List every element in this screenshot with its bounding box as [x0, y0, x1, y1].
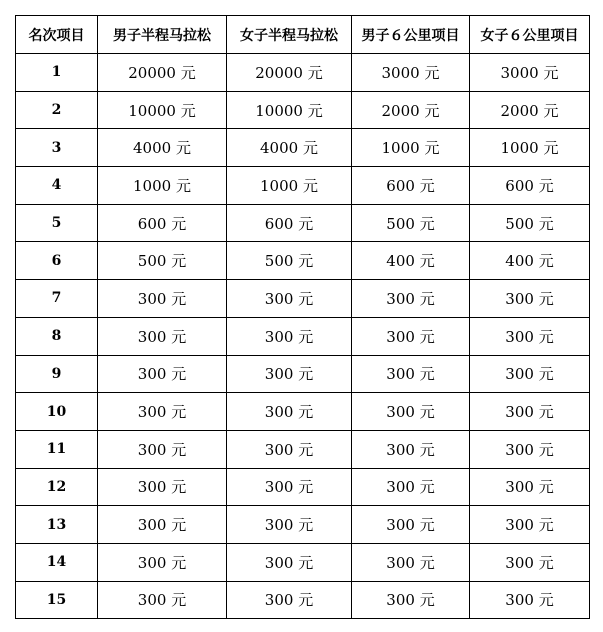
rank-cell: 4 [16, 167, 98, 205]
men-half-marathon-prize: 1000 元 [98, 167, 227, 205]
women-half-marathon-prize: 4000 元 [227, 129, 352, 167]
women-half-marathon-prize: 1000 元 [227, 167, 352, 205]
table-row [16, 581, 590, 619]
women-half-marathon-prize: 300 元 [227, 430, 352, 468]
table-row [16, 355, 590, 393]
header-women-6km: 女子６公里项目 [470, 16, 590, 54]
women-6km-prize: 300 元 [470, 468, 590, 506]
men-half-marathon-prize: 300 元 [98, 543, 227, 581]
header-women-half-marathon: 女子半程马拉松 [227, 16, 352, 54]
women-half-marathon-prize: 20000 元 [227, 54, 352, 92]
table-row [16, 129, 590, 167]
men-half-marathon-prize: 300 元 [98, 317, 227, 355]
women-half-marathon-prize: 500 元 [227, 242, 352, 280]
women-half-marathon-prize: 300 元 [227, 317, 352, 355]
rank-cell: 10 [16, 393, 98, 431]
header-men-6km: 男子６公里项目 [352, 16, 470, 54]
women-6km-prize: 300 元 [470, 355, 590, 393]
women-6km-prize: 300 元 [470, 280, 590, 318]
men-6km-prize: 300 元 [352, 317, 470, 355]
rank-cell: 9 [16, 355, 98, 393]
women-6km-prize: 300 元 [470, 317, 590, 355]
rank-cell: 2 [16, 91, 98, 129]
men-half-marathon-prize: 300 元 [98, 280, 227, 318]
women-half-marathon-prize: 300 元 [227, 506, 352, 544]
women-6km-prize: 1000 元 [470, 129, 590, 167]
rank-cell: 11 [16, 430, 98, 468]
table-row [16, 317, 590, 355]
men-half-marathon-prize: 600 元 [98, 204, 227, 242]
men-6km-prize: 1000 元 [352, 129, 470, 167]
men-6km-prize: 300 元 [352, 280, 470, 318]
women-6km-prize: 400 元 [470, 242, 590, 280]
table-row [16, 506, 590, 544]
women-6km-prize: 300 元 [470, 430, 590, 468]
women-half-marathon-prize: 300 元 [227, 468, 352, 506]
rank-cell: 7 [16, 280, 98, 318]
men-6km-prize: 600 元 [352, 167, 470, 205]
header-row [16, 16, 590, 54]
women-6km-prize: 300 元 [470, 581, 590, 619]
men-half-marathon-prize: 300 元 [98, 506, 227, 544]
rank-cell: 5 [16, 204, 98, 242]
header-rank: 名次项目 [16, 16, 98, 54]
table-row [16, 393, 590, 431]
table-row [16, 430, 590, 468]
women-half-marathon-prize: 300 元 [227, 393, 352, 431]
women-6km-prize: 600 元 [470, 167, 590, 205]
rank-cell: 13 [16, 506, 98, 544]
table-row [16, 468, 590, 506]
men-half-marathon-prize: 20000 元 [98, 54, 227, 92]
women-6km-prize: 300 元 [470, 506, 590, 544]
women-half-marathon-prize: 300 元 [227, 280, 352, 318]
rank-cell: 15 [16, 581, 98, 619]
men-6km-prize: 500 元 [352, 204, 470, 242]
men-half-marathon-prize: 300 元 [98, 468, 227, 506]
men-half-marathon-prize: 4000 元 [98, 129, 227, 167]
table-row [16, 54, 590, 92]
table-body [16, 54, 590, 619]
men-half-marathon-prize: 300 元 [98, 393, 227, 431]
table-row [16, 204, 590, 242]
men-6km-prize: 300 元 [352, 506, 470, 544]
women-6km-prize: 500 元 [470, 204, 590, 242]
women-6km-prize: 300 元 [470, 543, 590, 581]
rank-cell: 12 [16, 468, 98, 506]
table-row [16, 280, 590, 318]
men-half-marathon-prize: 300 元 [98, 430, 227, 468]
table-row [16, 242, 590, 280]
rank-cell: 3 [16, 129, 98, 167]
rank-cell: 14 [16, 543, 98, 581]
men-6km-prize: 300 元 [352, 355, 470, 393]
women-6km-prize: 3000 元 [470, 54, 590, 92]
header-men-half-marathon: 男子半程马拉松 [98, 16, 227, 54]
men-6km-prize: 300 元 [352, 468, 470, 506]
table-row [16, 167, 590, 205]
women-half-marathon-prize: 300 元 [227, 543, 352, 581]
men-6km-prize: 3000 元 [352, 54, 470, 92]
rank-cell: 6 [16, 242, 98, 280]
rank-cell: 1 [16, 54, 98, 92]
women-half-marathon-prize: 300 元 [227, 581, 352, 619]
men-6km-prize: 300 元 [352, 393, 470, 431]
prize-table [15, 15, 590, 619]
men-6km-prize: 2000 元 [352, 91, 470, 129]
men-half-marathon-prize: 500 元 [98, 242, 227, 280]
table-row [16, 91, 590, 129]
men-6km-prize: 300 元 [352, 543, 470, 581]
men-6km-prize: 400 元 [352, 242, 470, 280]
men-half-marathon-prize: 300 元 [98, 581, 227, 619]
women-6km-prize: 2000 元 [470, 91, 590, 129]
men-half-marathon-prize: 10000 元 [98, 91, 227, 129]
women-half-marathon-prize: 300 元 [227, 355, 352, 393]
women-half-marathon-prize: 10000 元 [227, 91, 352, 129]
men-6km-prize: 300 元 [352, 430, 470, 468]
table-row [16, 543, 590, 581]
women-6km-prize: 300 元 [470, 393, 590, 431]
men-half-marathon-prize: 300 元 [98, 355, 227, 393]
rank-cell: 8 [16, 317, 98, 355]
women-half-marathon-prize: 600 元 [227, 204, 352, 242]
men-6km-prize: 300 元 [352, 581, 470, 619]
